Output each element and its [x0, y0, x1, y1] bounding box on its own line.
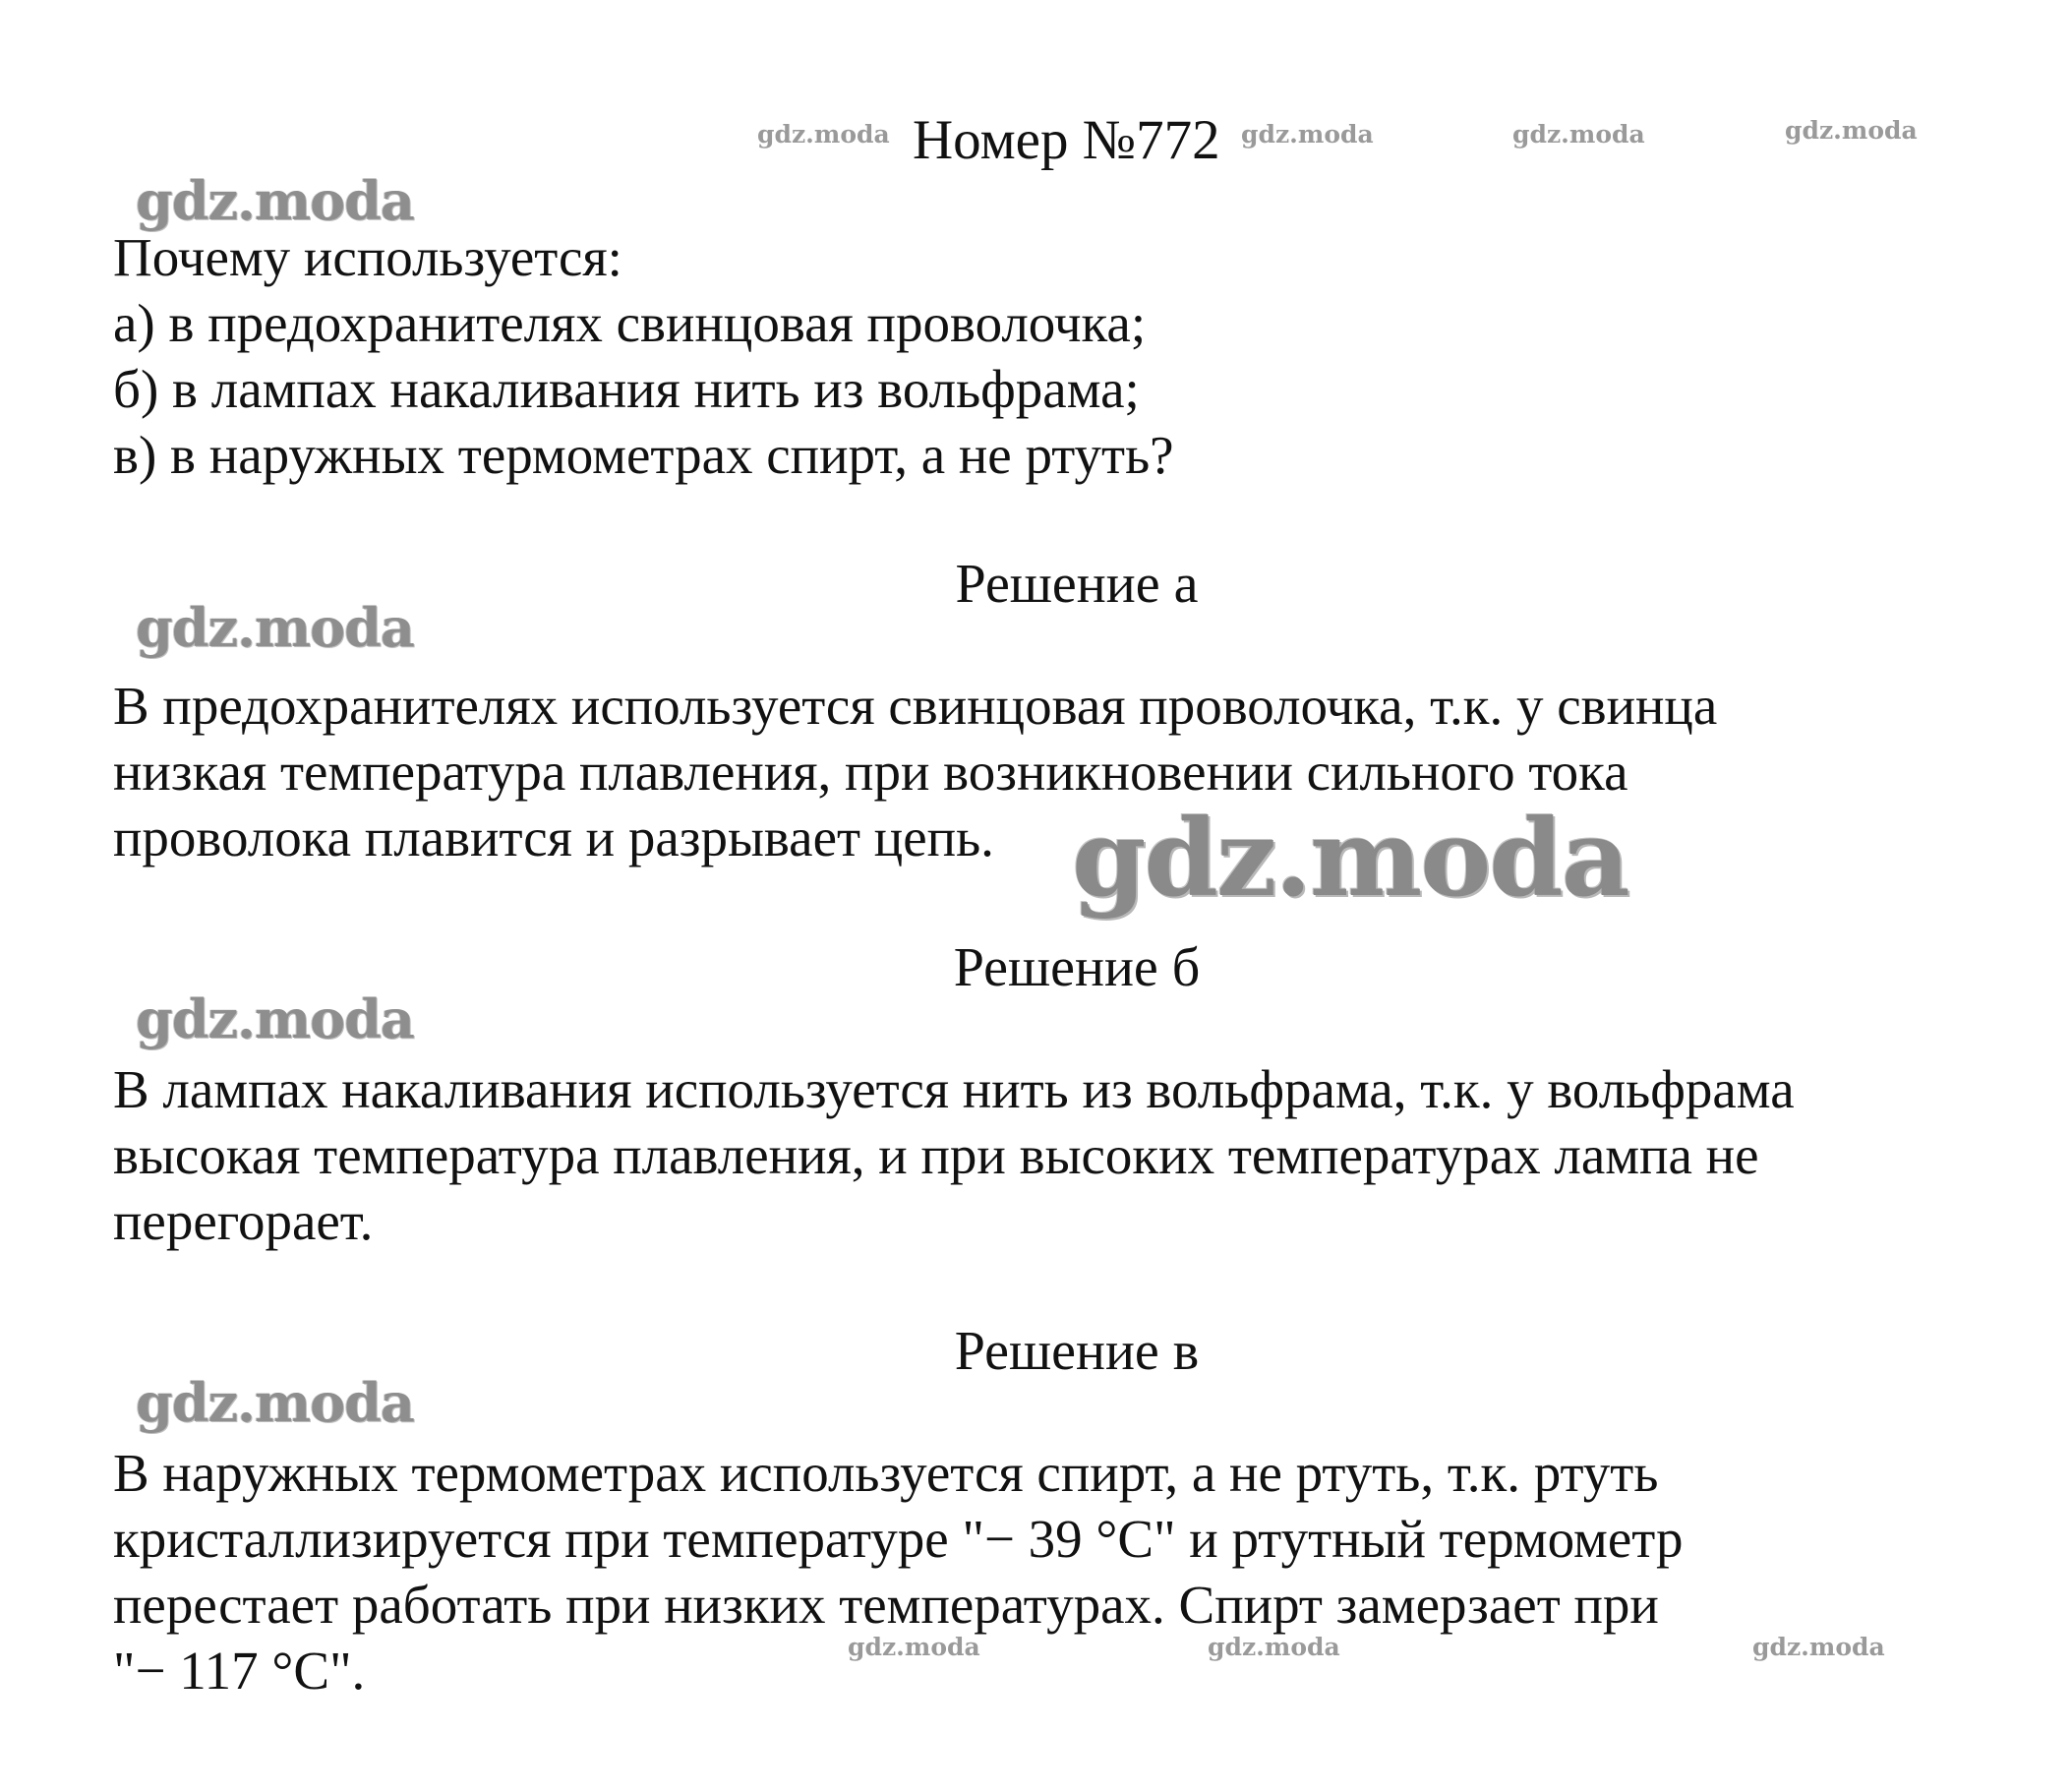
watermark: gdz.moda: [136, 596, 414, 659]
solution-b-line: перегорает.: [113, 1191, 374, 1251]
watermark: gdz.moda: [136, 169, 414, 232]
question-line: Почему используется:: [113, 227, 622, 287]
solution-c-line: перестает работать при низких температурах. Спирт замерзает при: [113, 1575, 1659, 1635]
solution-b-heading: Решение б: [953, 937, 1201, 998]
watermark: gdz.moda: [1752, 1633, 1885, 1661]
solution-a-line: В предохранителях используется свинцовая проволочка, т.к. у свинца: [113, 676, 1718, 736]
solution-b-line: высокая температура плавления, и при высоких температурах лампа не: [113, 1125, 1759, 1185]
solution-c-line: "− 117 °C".: [113, 1641, 366, 1701]
solution-a-heading: Решение а: [955, 554, 1199, 615]
page-title: Номер №772: [913, 109, 1220, 171]
watermark: gdz.moda: [757, 120, 890, 149]
question-line: в) в наружных термометрах спирт, а не ртуть?: [113, 425, 1174, 485]
watermark: gdz.moda: [136, 987, 414, 1050]
solution-c-line: В наружных термометрах используется спирт, а не ртуть, т.к. ртуть: [113, 1443, 1659, 1503]
watermark: gdz.moda: [1512, 120, 1645, 149]
question-line: б) в лампах накаливания нить из вольфрама;: [113, 359, 1140, 419]
question-line: а) в предохранителях свинцовая проволочка;: [113, 293, 1147, 353]
solution-c-heading: Решение в: [954, 1321, 1200, 1382]
solution-c-line: кристаллизируется при температуре "− 39 °C" и ртутный термометр: [113, 1509, 1684, 1569]
watermark: gdz.moda: [848, 1633, 980, 1661]
watermark: gdz.moda: [136, 1371, 414, 1434]
solution-b-line: В лампах накаливания используется нить из вольфрама, т.к. у вольфрама: [113, 1059, 1795, 1119]
solution-a-line: проволока плавится и разрывает цепь.: [113, 807, 994, 867]
solution-a-line: низкая температура плавления, при возникновении сильного тока: [113, 742, 1628, 802]
watermark-large: gdz.moda: [1072, 797, 1628, 921]
watermark: gdz.moda: [1785, 116, 1918, 145]
watermark: gdz.moda: [1241, 120, 1374, 149]
watermark: gdz.moda: [1208, 1633, 1340, 1661]
